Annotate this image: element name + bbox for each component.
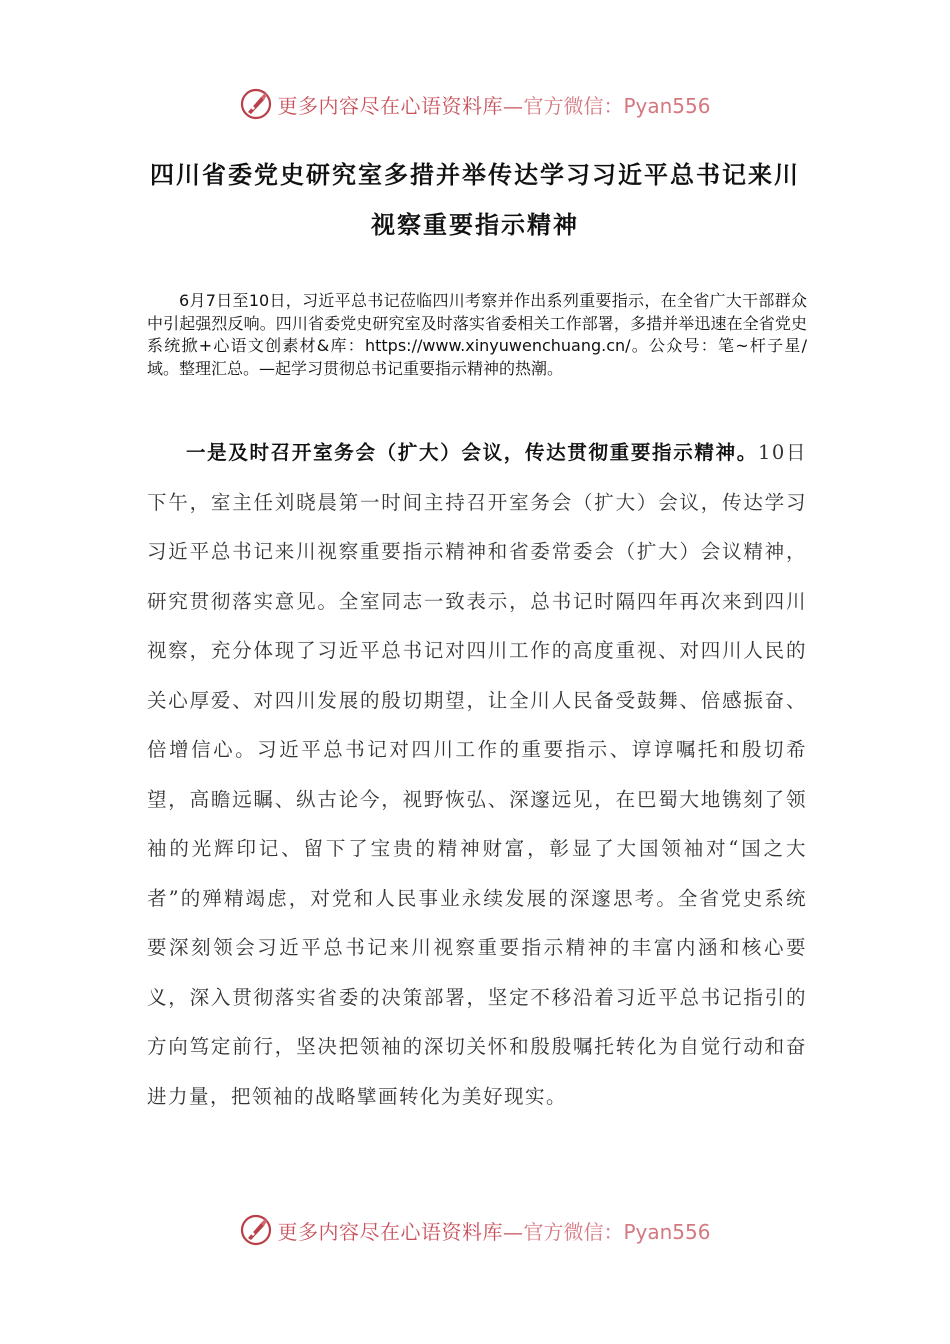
footer-watermark-banner <box>0 1210 950 1250</box>
banner-source-text: 更多内容尽在心语资料库— <box>277 93 524 118</box>
header-watermark-banner <box>0 84 950 124</box>
section-heading: 一是及时召开室务会（扩大）会议，传达贯彻重要指示精神。 <box>186 441 758 464</box>
banner-source-text: 更多内容尽在心语资料库— <box>277 1219 524 1244</box>
section-paragraph <box>147 428 807 1121</box>
pen-nib-logo-icon <box>239 87 273 121</box>
banner-wechat-text: 官方微信：Pyan556 <box>523 1219 711 1244</box>
lead-paragraph: 6月7日至10日，习近平总书记莅临四川考察并作出系列重要指示，在全省广大干部群众中引起强烈反响。四川省委党史研究室及时落实省委相关工作部署，多措并举迅速在全省党史系统掀+心语文创素材&库：https://www.xinyuwenchuang.cn/。公众号：笔~杆子星/域。整理汇总。—起学习贯彻总书记重要指示精神的热潮。 <box>147 291 807 378</box>
pen-nib-logo-icon <box>239 1213 273 1247</box>
document-title-line-1: 四川省委党史研究室多措并举传达学习习近平总书记来川 <box>150 161 800 189</box>
section-body-text: 10日下午，室主任刘晓晨第一时间主持召开室务会（扩大）会议，传达学习习近平总书记来川视察重要指示精神和省委常委会（扩大）会议精神，研究贯彻落实意见。全室同志一致表示，总书记时隔四年再次来到四川视察，充分体现了习近平总书记对四川工作的高度重视、对四川人民的关心厚爱、对四川发展的殷切期望，让全川人民备受鼓舞、倍感振奋、倍增信心。习近平总书记对四川工作的重要指示、谆谆嘱托和殷切希望，高瞻远瞩、纵古论今，视野恢弘、深邃远见，在巴蜀大地镌刻了领袖的光辉印记、留下了宝贵的精神财富，彰显了大国领袖对“国之大者”的殚精竭虑，对党和人民事业永续发展的深邃思考。全省党史系统要深刻领会习近平总书记来川视察重要指示精神的丰富内涵和核心要义，深入贯彻落实省委的决策部署，坚定不移沿着习近平总书记指引的方向笃定前行，坚决把领袖的深切关怀和殷殷嘱托转化为自觉行动和奋进力量，把领袖的战略擘画转化为美好现实。 <box>147 441 807 1108</box>
banner-wechat-text: 官方微信：Pyan556 <box>523 93 711 118</box>
document-title-line-2: 视察重要指示精神 <box>371 211 579 239</box>
